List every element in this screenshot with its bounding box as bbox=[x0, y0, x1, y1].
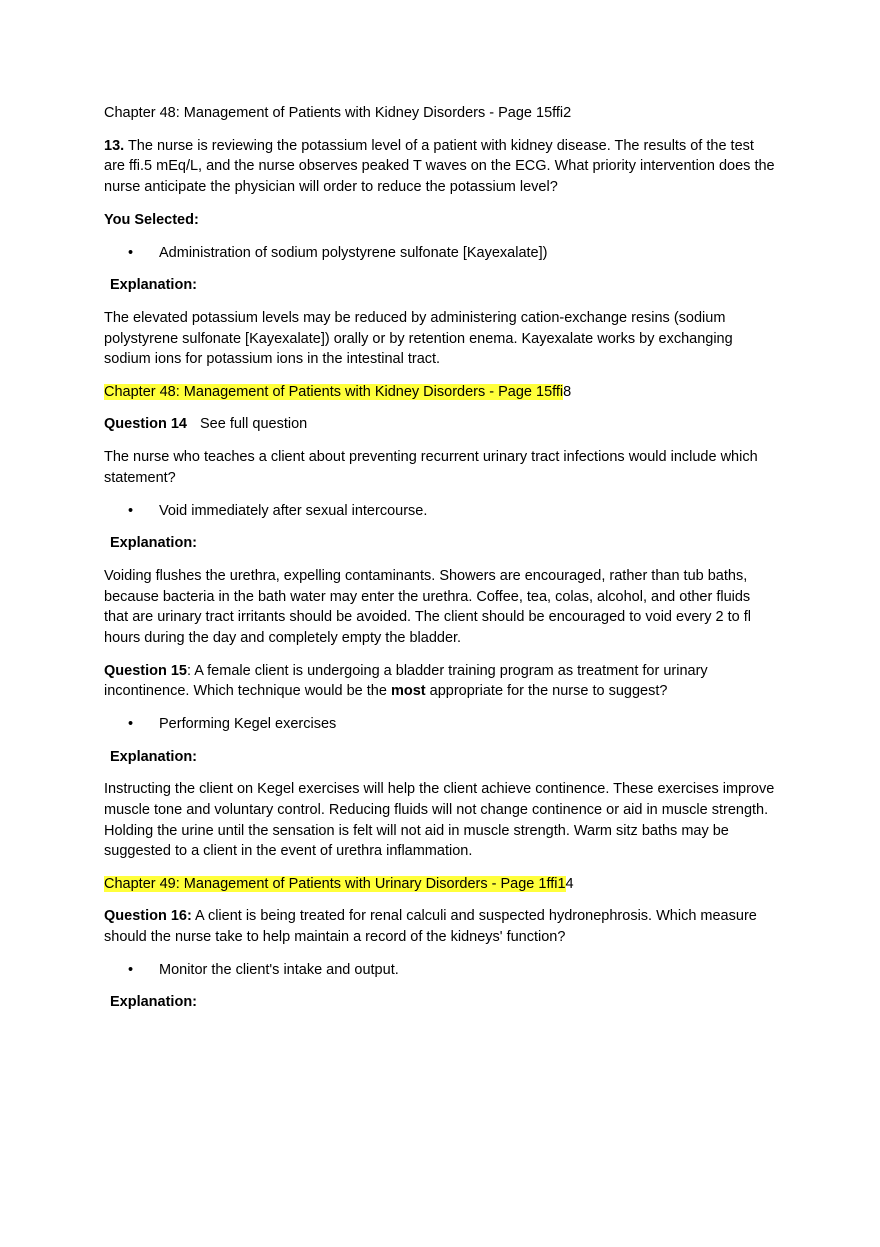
bullet-icon: • bbox=[128, 715, 134, 732]
answer-text: Monitor the client's intake and output. bbox=[159, 961, 399, 978]
you-selected-label bbox=[104, 210, 776, 231]
question-label: Question 14 bbox=[104, 416, 187, 433]
heading-tail: 4 bbox=[565, 875, 574, 892]
question-14-header bbox=[104, 414, 776, 435]
bullet-icon: • bbox=[128, 244, 134, 261]
chapter-heading bbox=[104, 103, 776, 124]
explanation-text: Voiding flushes the urethra, expelling contaminants. Showers are encouraged, rather than tub baths, because bacteria in the bath water may enter the urethra. Coffee, tea, colas, alcohol, and other fluids that are urinary tract irritants should be avoided. The client should be encouraged to void every 2 to fl hours during the day and completely empty the bladder. bbox=[104, 568, 751, 646]
answer-item bbox=[104, 501, 776, 522]
answer-text: Void immediately after sexual intercourse. bbox=[159, 502, 428, 519]
question-13 bbox=[104, 136, 776, 198]
answer-text: Performing Kegel exercises bbox=[159, 715, 337, 732]
question-number: 13. bbox=[104, 137, 125, 154]
question-text-part: : A female client is undergoing a bladder training program as treatment for urinary incontinence. Which technique would be the bbox=[104, 662, 708, 700]
chapter-heading-text: Chapter 48: Management of Patients with Kidney Disorders - Page 15ffi2 bbox=[104, 105, 572, 121]
highlighted-text: Chapter 48: Management of Patients with Kidney Disorders - Page 15ffi bbox=[104, 383, 564, 400]
explanation-label: Explanation: bbox=[110, 994, 198, 1011]
explanation-text: Instructing the client on Kegel exercises will help the client achieve continence. These exercises improve muscle tone and voluntary control. Reducing fluids will not change continence or aid in muscle strength. Holding the urine until the sensation is felt will not aid in muscle strength. Warm sitz baths may be suggested to a client in the event of urethra inflammation. bbox=[104, 781, 775, 860]
explanation-text: The elevated potassium levels may be reduced by administering cation-exchange resins (sodium polystyrene sulfonate [Kayexalate]) orally or by retention enema. Kayexalate works by exchanging sodium ions for potassium ions in the intestinal tract. bbox=[104, 309, 733, 368]
chapter-heading-highlighted bbox=[104, 382, 776, 403]
bullet-icon: • bbox=[128, 502, 134, 519]
chapter-heading-highlighted bbox=[104, 874, 776, 895]
question-label: Question 15 bbox=[104, 662, 187, 679]
heading-tail: 8 bbox=[563, 383, 572, 400]
bullet-icon: • bbox=[128, 961, 134, 978]
answer-item bbox=[104, 960, 776, 981]
question-text-part: appropriate for the nurse to suggest? bbox=[425, 683, 668, 700]
question-text: The nurse is reviewing the potassium level of a patient with kidney disease. The results of the test are ffi.5 mEq/L, and the nurse observes peaked T waves on the ECG. What priority intervention does the nurse anticipate the physician will order to reduce the potassium level? bbox=[104, 137, 775, 195]
answer-item bbox=[104, 714, 776, 735]
question-label: Question 16: bbox=[104, 908, 192, 925]
question-15 bbox=[104, 661, 776, 702]
explanation-label: Explanation: bbox=[110, 277, 198, 294]
you-selected-text: You Selected: bbox=[104, 211, 199, 228]
explanation-label: Explanation: bbox=[110, 748, 198, 765]
explanation-label: Explanation: bbox=[110, 535, 198, 552]
document-content bbox=[104, 103, 776, 1025]
highlighted-text: Chapter 49: Management of Patients with Urinary Disorders - Page 1ffi1 bbox=[104, 875, 566, 892]
see-full-question-link[interactable]: See full question bbox=[200, 416, 308, 433]
answer-item bbox=[104, 243, 776, 264]
question-text: The nurse who teaches a client about preventing recurrent urinary tract infections would include which statement? bbox=[104, 449, 758, 486]
answer-text: Administration of sodium polystyrene sulfonate [Kayexalate]) bbox=[159, 244, 548, 261]
question-text: A client is being treated for renal calculi and suspected hydronephrosis. Which measure should the nurse take to help maintain a record of the kidneys' function? bbox=[104, 908, 757, 946]
question-16 bbox=[104, 906, 776, 947]
emphasis-text: most bbox=[390, 683, 426, 700]
